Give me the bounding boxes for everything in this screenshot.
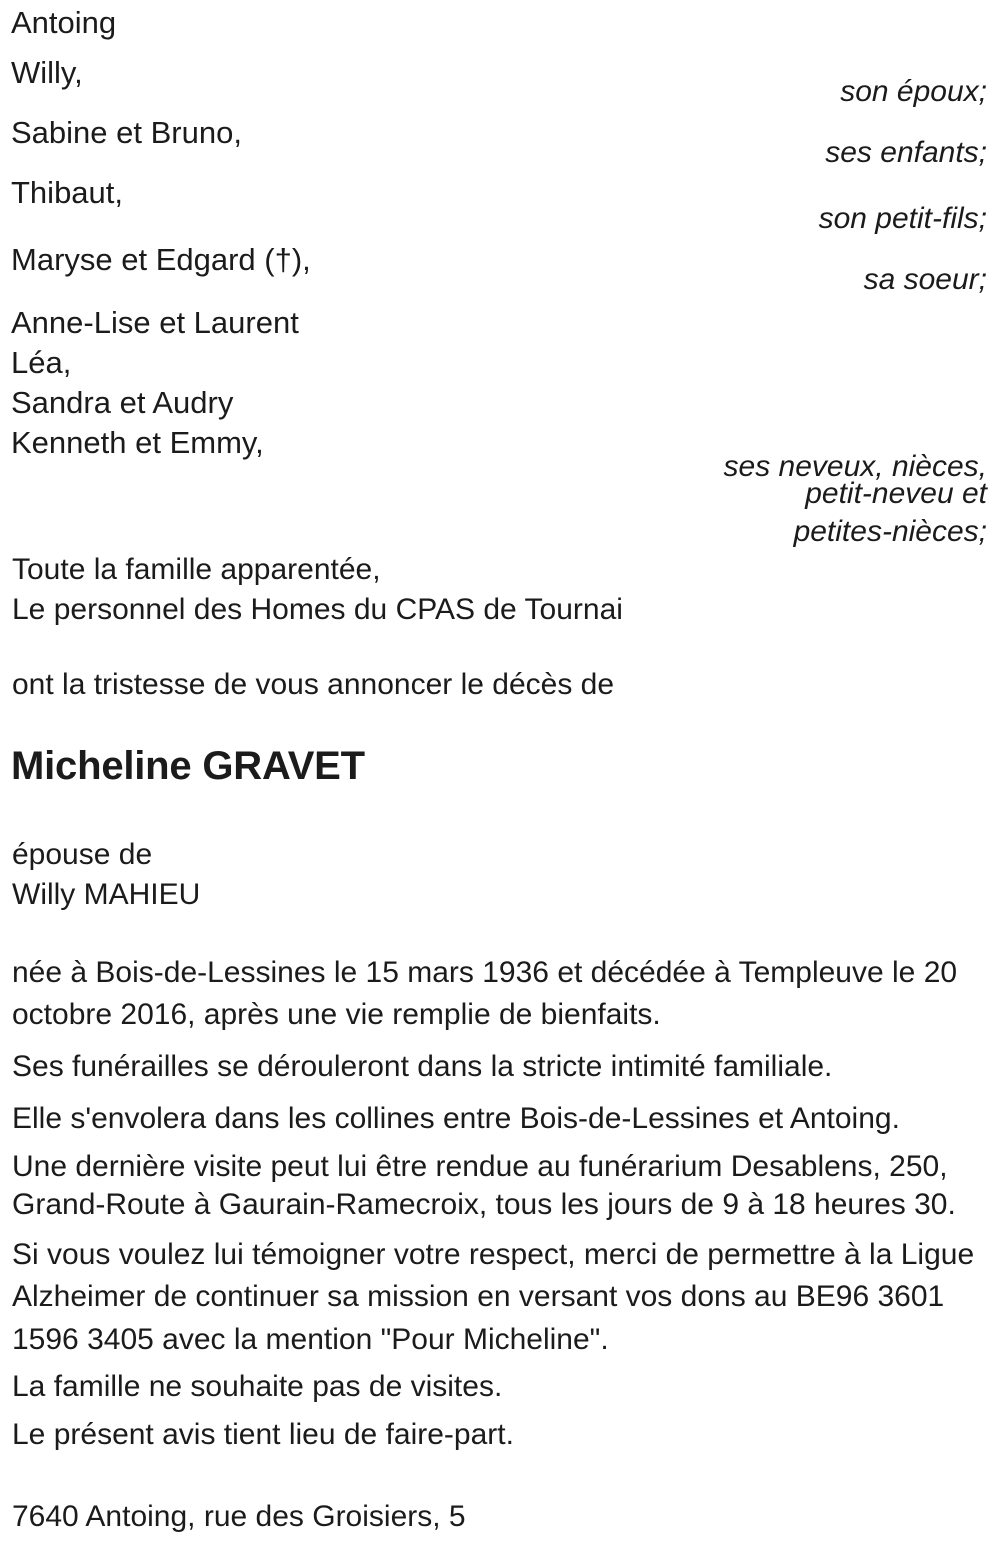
- relationship-label: ses enfants;: [825, 136, 987, 169]
- body-text-line: La famille ne souhaite pas de visites.: [12, 1370, 503, 1403]
- spouse-intro-line: épouse de: [12, 838, 153, 871]
- relationship-label: petites-nièces;: [793, 515, 987, 548]
- relationship-label: ses neveux, nièces,: [723, 450, 987, 483]
- family-member-line: Sabine et Bruno,: [11, 115, 242, 150]
- deceased-name: Micheline GRAVET: [11, 744, 365, 788]
- family-member-line: Kenneth et Emmy,: [11, 425, 264, 460]
- family-member-line: Thibaut,: [11, 175, 124, 210]
- family-member-line: Maryse et Edgard (†),: [11, 242, 311, 277]
- body-text-line: Grand-Route à Gaurain-Ramecroix, tous les jours de 9 à 18 heures 30.: [12, 1188, 956, 1221]
- body-text-line: Si vous voulez lui témoigner votre respect, merci de permettre à la Ligue: [12, 1238, 975, 1271]
- announcement-line: ont la tristesse de vous annoncer le décès de: [12, 668, 615, 701]
- body-text-line: Ses funérailles se dérouleront dans la stricte intimité familiale.: [12, 1050, 833, 1083]
- family-member-line: Willy,: [11, 55, 83, 90]
- address-line: 7640 Antoing, rue des Groisiers, 5: [12, 1500, 466, 1533]
- body-text-line: 1596 3405 avec la mention "Pour Micheline".: [12, 1323, 609, 1356]
- city-line: Antoing: [11, 5, 117, 40]
- relationship-label: petit-neveu et: [805, 477, 987, 510]
- relationship-label: son petit-fils;: [818, 202, 987, 235]
- body-text-line: née à Bois-de-Lessines le 15 mars 1936 et décédée à Templeuve le 20: [12, 956, 958, 989]
- body-text-line: Alzheimer de continuer sa mission en versant vos dons au BE96 3601: [12, 1280, 945, 1313]
- family-line: Le personnel des Homes du CPAS de Tournai: [12, 593, 623, 626]
- body-text-line: Le présent avis tient lieu de faire-part.: [12, 1418, 514, 1451]
- relationship-label: son époux;: [840, 75, 987, 108]
- spouse-name-line: Willy MAHIEU: [12, 878, 201, 911]
- body-text-line: Une dernière visite peut lui être rendue au funérarium Desablens, 250,: [12, 1150, 948, 1183]
- family-line: Toute la famille apparentée,: [12, 553, 381, 586]
- relationship-label: sa soeur;: [863, 263, 987, 296]
- body-text-line: Elle s'envolera dans les collines entre Bois-de-Lessines et Antoing.: [12, 1102, 900, 1135]
- family-member-line: Léa,: [11, 345, 72, 380]
- family-member-line: Anne-Lise et Laurent: [11, 305, 299, 340]
- family-member-line: Sandra et Audry: [11, 385, 234, 420]
- body-text-line: octobre 2016, après une vie remplie de bienfaits.: [12, 998, 661, 1031]
